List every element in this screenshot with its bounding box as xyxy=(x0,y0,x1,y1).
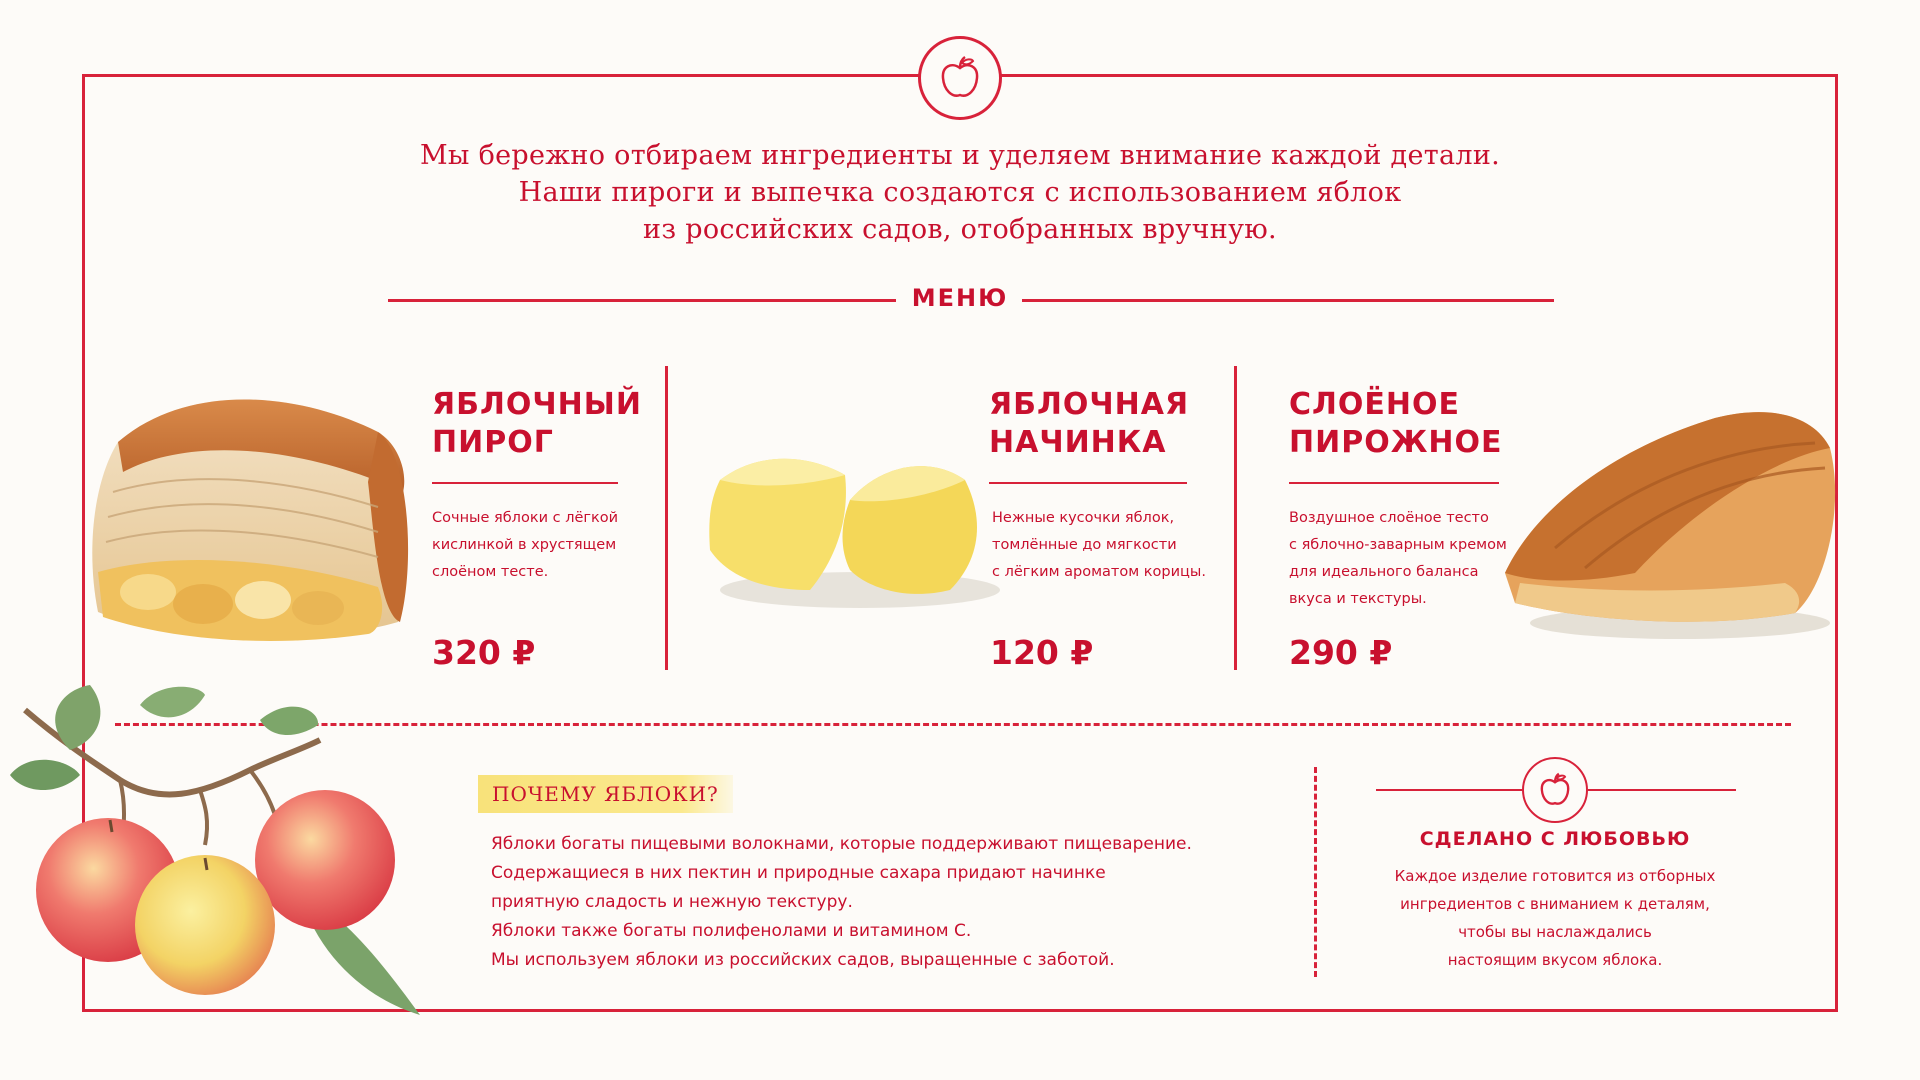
apple-branch-illustration xyxy=(0,680,450,1025)
love-text xyxy=(1360,862,1750,974)
item-desc-line: с яблочно-заварным кремом xyxy=(1289,537,1507,553)
item-title-line: ПИРОЖНОЕ xyxy=(1289,425,1503,460)
item-desc-line: кислинкой в хрустящем xyxy=(432,537,617,553)
item-desc-line: Воздушное слоёное тесто xyxy=(1289,510,1489,526)
love-line: чтобы вы наслаждались xyxy=(1458,923,1652,941)
item-title-line: ПИРОГ xyxy=(432,425,554,460)
love-rule-right xyxy=(1588,789,1736,791)
intro-line: Наши пироги и выпечка создаются с использованием яблок xyxy=(518,177,1402,208)
why-line: Яблоки также богаты полифенолами и витамином С. xyxy=(491,921,972,941)
why-line: Яблоки богаты пищевыми волокнами, которые поддерживают пищеварение. xyxy=(491,834,1192,854)
item-title-line: НАЧИНКА xyxy=(989,425,1167,460)
item-title-line: ЯБЛОЧНЫЙ xyxy=(432,387,642,422)
item-desc-apple-filling xyxy=(992,505,1222,586)
item-title-puff-pastry xyxy=(1289,386,1529,462)
item-title-apple-pie xyxy=(432,386,672,462)
column-divider xyxy=(1234,366,1237,670)
apple-icon xyxy=(938,54,982,102)
love-emblem xyxy=(1522,757,1588,823)
menu-rule-right xyxy=(1022,299,1554,302)
item-desc-apple-pie xyxy=(432,505,642,586)
love-line: ингредиентов с вниманием к деталям, xyxy=(1400,895,1710,913)
why-apples-text xyxy=(491,830,1251,975)
top-emblem xyxy=(918,36,1002,120)
menu-title: МЕНЮ xyxy=(911,284,1009,312)
item-rule xyxy=(432,482,618,484)
item-price-puff-pastry: 290 ₽ xyxy=(1289,633,1393,672)
item-title-line: ЯБЛОЧНАЯ xyxy=(989,387,1190,422)
why-apples-title: ПОЧЕМУ ЯБЛОКИ? xyxy=(478,775,733,813)
item-price-apple-filling: 120 ₽ xyxy=(990,633,1094,672)
item-title-line: СЛОЁНОЕ xyxy=(1289,387,1461,422)
apple-filling-illustration xyxy=(700,440,1000,615)
apple-pie-illustration xyxy=(78,372,418,664)
item-desc-line: томлённые до мягкости xyxy=(992,537,1177,553)
love-line: Каждое изделие готовится из отборных xyxy=(1394,867,1716,885)
intro-line: Мы бережно отбираем ингредиенты и уделяем внимание каждой детали. xyxy=(419,140,1501,171)
item-desc-line: с лёгким ароматом корицы. xyxy=(992,564,1206,580)
apple-icon xyxy=(1538,771,1572,809)
section-divider-vertical xyxy=(1314,767,1317,977)
item-title-apple-filling xyxy=(989,386,1229,462)
love-title: СДЕЛАНО С ЛЮБОВЬЮ xyxy=(1419,828,1691,850)
item-desc-puff-pastry xyxy=(1289,505,1519,613)
love-rule-left xyxy=(1376,789,1522,791)
item-desc-line: Сочные яблоки с лёгкой xyxy=(432,510,619,526)
intro-line: из российских садов, отобранных вручную. xyxy=(643,214,1277,245)
item-desc-line: для идеального баланса xyxy=(1289,564,1479,580)
item-desc-line: слоёном тесте. xyxy=(432,564,549,580)
why-line: Мы используем яблоки из российских садов, выращенные с заботой. xyxy=(491,950,1115,970)
item-rule xyxy=(1289,482,1499,484)
puff-pastry-illustration xyxy=(1495,398,1850,643)
why-line: приятную сладость и нежную текстуру. xyxy=(491,892,853,912)
item-desc-line: вкуса и текстуры. xyxy=(1289,591,1427,607)
intro-text xyxy=(360,137,1560,248)
item-rule xyxy=(989,482,1187,484)
why-line: Содержащиеся в них пектин и природные сахара придают начинке xyxy=(491,863,1106,883)
item-desc-line: Нежные кусочки яблок, xyxy=(992,510,1175,526)
item-price-apple-pie: 320 ₽ xyxy=(432,633,536,672)
love-line: настоящим вкусом яблока. xyxy=(1447,951,1663,969)
menu-rule-left xyxy=(388,299,896,302)
